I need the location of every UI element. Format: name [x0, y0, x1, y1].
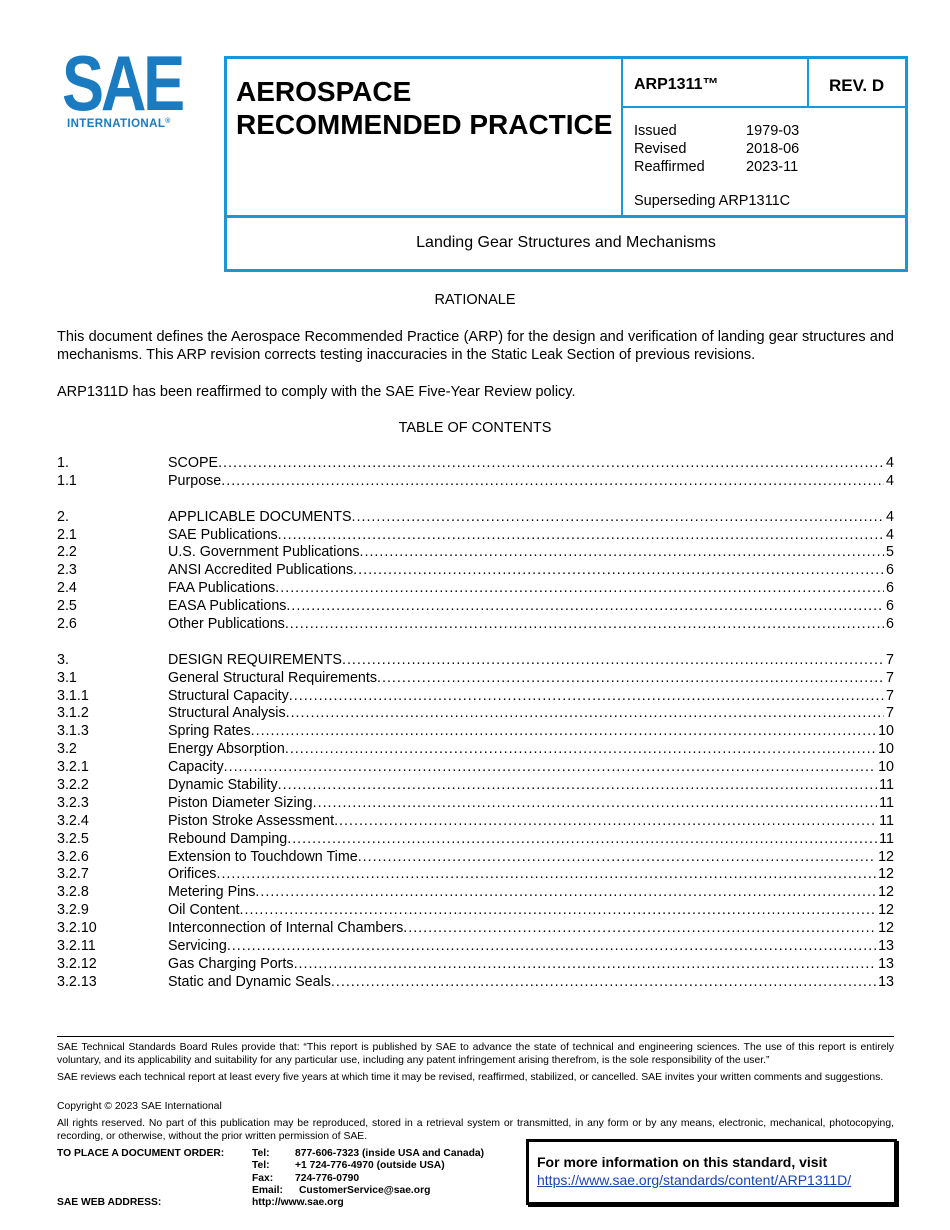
toc-page-number: 11 — [879, 777, 894, 794]
logo-subtext: INTERNATIONAL® — [67, 118, 171, 130]
toc-page-number: 12 — [878, 884, 894, 901]
rationale-heading: RATIONALE — [434, 292, 516, 308]
toc-section-number: 2.6 — [57, 616, 77, 633]
toc-page-number: 7 — [886, 705, 894, 722]
phone-outside-usa: +1 724-776-4970 (outside USA) — [295, 1160, 445, 1172]
toc-page-number: 12 — [878, 848, 894, 865]
toc-page-number: 12 — [878, 902, 894, 919]
toc-section-title: Purpose — [168, 472, 222, 489]
toc-entry[interactable] — [0, 938, 950, 956]
toc-page-number: 11 — [879, 812, 894, 829]
toc-page-number: 5 — [886, 544, 894, 561]
toc-leader-dots — [342, 652, 884, 670]
toc-section-title: Structural Capacity — [168, 687, 289, 704]
toc-entry[interactable] — [0, 473, 950, 491]
toc-section-number: 3.2.5 — [57, 830, 89, 847]
toc-entry[interactable] — [0, 956, 950, 974]
toc-section-title: Spring Rates — [168, 723, 251, 740]
toc-leader-dots — [227, 938, 876, 956]
toc-section-title: ANSI Accredited Publications — [168, 562, 354, 579]
toc-leader-dots — [216, 866, 876, 884]
toc-section-number: 3.2.3 — [57, 794, 89, 811]
toc-section-number: 2.5 — [57, 598, 77, 615]
toc-section-number: 3.2.10 — [57, 920, 97, 937]
document-header — [224, 56, 908, 272]
toc-section-title: FAA Publications — [168, 580, 276, 597]
toc-section-title: U.S. Government Publications — [168, 544, 360, 561]
toc-entry[interactable] — [0, 759, 950, 777]
toc-entry[interactable] — [0, 527, 950, 545]
toc-section-title: Piston Stroke Assessment — [168, 812, 335, 829]
toc-section-title: Orifices — [168, 866, 217, 883]
toc-page-number: 12 — [878, 920, 894, 937]
toc-spacer — [0, 491, 950, 509]
web-address-label: SAE WEB ADDRESS: — [57, 1197, 162, 1209]
toc-page-number: 6 — [886, 562, 894, 579]
toc-section-number: 3.1.2 — [57, 705, 89, 722]
toc-section-title: APPLICABLE DOCUMENTS — [168, 508, 352, 525]
toc-leader-dots — [403, 920, 876, 938]
toc-entry[interactable] — [0, 544, 950, 562]
toc-leader-dots — [352, 509, 885, 527]
toc-entry[interactable] — [0, 920, 950, 938]
toc-page-number: 10 — [878, 741, 894, 758]
toc-page-number: 4 — [886, 472, 894, 489]
rationale-paragraph: This document defines the Aerospace Recommended Practice (ARP) for the design and verification of landing gear structures and mechanisms. This ARP revision corrects testing inaccuracies in the Static Leak Section of previous revisions. — [57, 329, 894, 363]
toc-page-number: 11 — [879, 794, 894, 811]
toc-leader-dots — [224, 759, 876, 777]
toc-page-number: 11 — [879, 830, 894, 847]
sae-logo-mark — [62, 52, 184, 114]
toc-entry[interactable] — [0, 795, 950, 813]
toc-entry[interactable] — [0, 616, 950, 634]
toc-leader-dots — [313, 795, 878, 813]
toc-section-number: 3. — [57, 651, 69, 668]
toc-entry[interactable] — [0, 509, 950, 527]
toc-section-title: General Structural Requirements — [168, 669, 377, 686]
toc-section-title: Energy Absorption — [168, 741, 285, 758]
toc-leader-dots — [278, 777, 878, 795]
toc-page-number: 13 — [878, 955, 894, 972]
toc-page-number: 7 — [886, 687, 894, 704]
toc-page-number: 4 — [886, 508, 894, 525]
document-title: Landing Gear Structures and Mechanisms — [416, 234, 716, 251]
toc-entry[interactable] — [0, 974, 950, 992]
toc-entry[interactable] — [0, 580, 950, 598]
toc-entry[interactable] — [0, 688, 950, 706]
toc-section-title: Oil Content — [168, 902, 240, 919]
toc-page-number: 7 — [886, 651, 894, 668]
toc-section-title: Extension to Touchdown Time — [168, 848, 358, 865]
toc-leader-dots — [285, 741, 876, 759]
toc-section-number: 1. — [57, 455, 69, 471]
toc-section-title: Other Publications — [168, 616, 285, 633]
footer-rules: SAE Technical Standards Board Rules provide that: “This report is published by SAE to advance the state of technical and engineering sciences. The use of this report is entirely voluntary, and its applicability and suitability for any particular use, including any patent infringement arising therefrom, is the sole responsibility of the user.” — [57, 1042, 894, 1066]
toc-entry[interactable] — [0, 777, 950, 795]
toc-leader-dots — [285, 616, 884, 634]
toc-leader-dots — [240, 902, 877, 920]
toc-entry[interactable] — [0, 741, 950, 759]
toc-entry[interactable] — [0, 884, 950, 902]
toc-entry[interactable] — [0, 723, 950, 741]
toc-section-number: 3.2.2 — [57, 777, 89, 794]
toc-section-number: 3.2.11 — [57, 938, 96, 955]
toc-section-title: Structural Analysis — [168, 705, 286, 722]
toc-section-number: 2.1 — [57, 526, 77, 543]
email-link[interactable]: CustomerService@sae.org — [299, 1184, 431, 1196]
toc-entry[interactable] — [0, 849, 950, 867]
toc-section-number: 3.1.1 — [57, 687, 89, 704]
toc-section-number: 3.2.9 — [57, 902, 89, 919]
footer-divider — [57, 1036, 894, 1037]
toc-page-number: 10 — [878, 723, 894, 740]
footer-review: SAE reviews each technical report at least every five years at which time it may be revised, reaffirmed, stabilized, or cancelled. SAE invites your written comments and suggestions. — [57, 1072, 884, 1083]
toc-entry[interactable] — [0, 902, 950, 920]
toc-entry[interactable] — [0, 831, 950, 849]
toc-entry[interactable] — [0, 705, 950, 723]
toc-section-title: Capacity — [168, 759, 224, 776]
toc-leader-dots — [331, 974, 876, 992]
toc-section-number: 3.2.7 — [57, 866, 89, 883]
document-dates: Issued 1979-03 Revised 2018-06 Reaffirmed 2023-11 — [634, 123, 800, 175]
toc-page-number: 4 — [886, 526, 894, 543]
toc-entry[interactable] — [0, 598, 950, 616]
toc-leader-dots — [286, 598, 884, 616]
toc-section-number: 2.4 — [57, 580, 77, 597]
toc-leader-dots — [278, 527, 884, 545]
toc-section-title: Metering Pins — [168, 884, 256, 901]
phone-inside-usa: 877-606-7323 (inside USA and Canada) — [295, 1148, 485, 1159]
toc-page-number: 4 — [886, 455, 894, 471]
toc-section-title: Gas Charging Ports — [168, 955, 294, 972]
toc-section-title: Dynamic Stability — [168, 777, 278, 794]
toc-page-number: 10 — [878, 759, 894, 776]
toc-section-number: 3.1 — [57, 669, 77, 686]
toc-section-title: SCOPE — [168, 455, 219, 471]
toc-section-title: EASA Publications — [168, 598, 287, 615]
toc-leader-dots — [353, 562, 884, 580]
toc-section-number: 3.2.4 — [57, 812, 89, 829]
toc-leader-dots — [221, 473, 884, 491]
toc-section-number: 2. — [57, 508, 69, 525]
toc-leader-dots — [358, 849, 876, 867]
toc-leader-dots — [334, 813, 877, 831]
toc-entry[interactable] — [0, 866, 950, 884]
toc-section-title: DESIGN REQUIREMENTS — [168, 651, 342, 668]
toc-section-number: 2.3 — [57, 562, 77, 579]
toc-entry[interactable] — [0, 813, 950, 831]
toc-page-number: 7 — [886, 669, 894, 686]
more-info-box — [526, 1139, 897, 1205]
toc-leader-dots — [287, 831, 877, 849]
toc-entry[interactable] — [0, 652, 950, 670]
toc-page-number: 13 — [878, 973, 894, 990]
more-info-title: For more information on this standard, visit — [537, 1154, 828, 1170]
toc-section-title: Rebound Damping — [168, 830, 288, 847]
toc-page-number: 6 — [886, 580, 894, 597]
toc-section-number: 2.2 — [57, 544, 77, 561]
toc-section-title: Servicing — [168, 938, 227, 955]
toc-leader-dots — [275, 580, 884, 598]
table-of-contents — [0, 455, 950, 992]
web-address-link[interactable]: http://www.sae.org — [252, 1197, 344, 1209]
toc-section-number: 3.1.3 — [57, 723, 89, 740]
toc-section-title: Piston Diameter Sizing — [168, 794, 313, 811]
toc-section-number: 3.2 — [57, 741, 77, 758]
revision-label: REV. D — [829, 76, 885, 95]
document-type: AEROSPACE RECOMMENDED PRACTICE — [236, 76, 613, 140]
svg-text:SAE: SAE — [62, 52, 183, 114]
toc-section-number: 3.2.8 — [57, 884, 89, 901]
superseding-note: Superseding ARP1311C — [634, 193, 791, 209]
document-number: ARP1311™ — [634, 76, 719, 93]
standard-url-link[interactable]: https://www.sae.org/standards/content/ARP1311D/ — [537, 1172, 852, 1188]
toc-page-number: 13 — [878, 938, 894, 955]
footer-copyright: Copyright © 2023 SAE International — [57, 1101, 222, 1112]
toc-page-number: 6 — [886, 598, 894, 615]
order-label: TO PLACE A DOCUMENT ORDER: — [57, 1148, 225, 1159]
toc-section-number: 3.2.6 — [57, 848, 89, 865]
toc-leader-dots — [289, 688, 884, 706]
footer-rights: All rights reserved. No part of this publication may be reproduced, stored in a retrieval system or transmitted, in any form or by any means, electronic, mechanical, photocopying, recording, or otherwise, without the prior written permission of SAE. — [57, 1118, 894, 1142]
toc-entry[interactable] — [0, 562, 950, 580]
toc-entry[interactable] — [0, 670, 950, 688]
toc-section-title: SAE Publications — [168, 526, 278, 543]
toc-entry[interactable] — [0, 455, 950, 473]
toc-section-number: 1.1 — [57, 472, 77, 489]
toc-section-title: Interconnection of Internal Chambers — [168, 920, 404, 937]
toc-section-title: Static and Dynamic Seals — [168, 973, 331, 990]
toc-leader-dots — [251, 723, 876, 741]
toc-spacer — [0, 634, 950, 652]
toc-leader-dots — [360, 544, 885, 562]
toc-heading: TABLE OF CONTENTS — [398, 420, 552, 436]
fax-number: 724-776-0790 — [295, 1172, 360, 1184]
toc-leader-dots — [294, 956, 877, 974]
reaffirmation-paragraph: ARP1311D has been reaffirmed to comply with the SAE Five-Year Review policy. — [57, 384, 576, 400]
toc-page-number: 12 — [878, 866, 894, 883]
sae-logo — [62, 52, 192, 132]
toc-leader-dots — [377, 670, 884, 688]
toc-section-number: 3.2.13 — [57, 973, 97, 990]
toc-page-number: 6 — [886, 616, 894, 633]
toc-leader-dots — [218, 455, 884, 473]
toc-leader-dots — [255, 884, 876, 902]
toc-section-number: 3.2.12 — [57, 955, 97, 972]
toc-leader-dots — [286, 705, 884, 723]
toc-section-number: 3.2.1 — [57, 759, 89, 776]
